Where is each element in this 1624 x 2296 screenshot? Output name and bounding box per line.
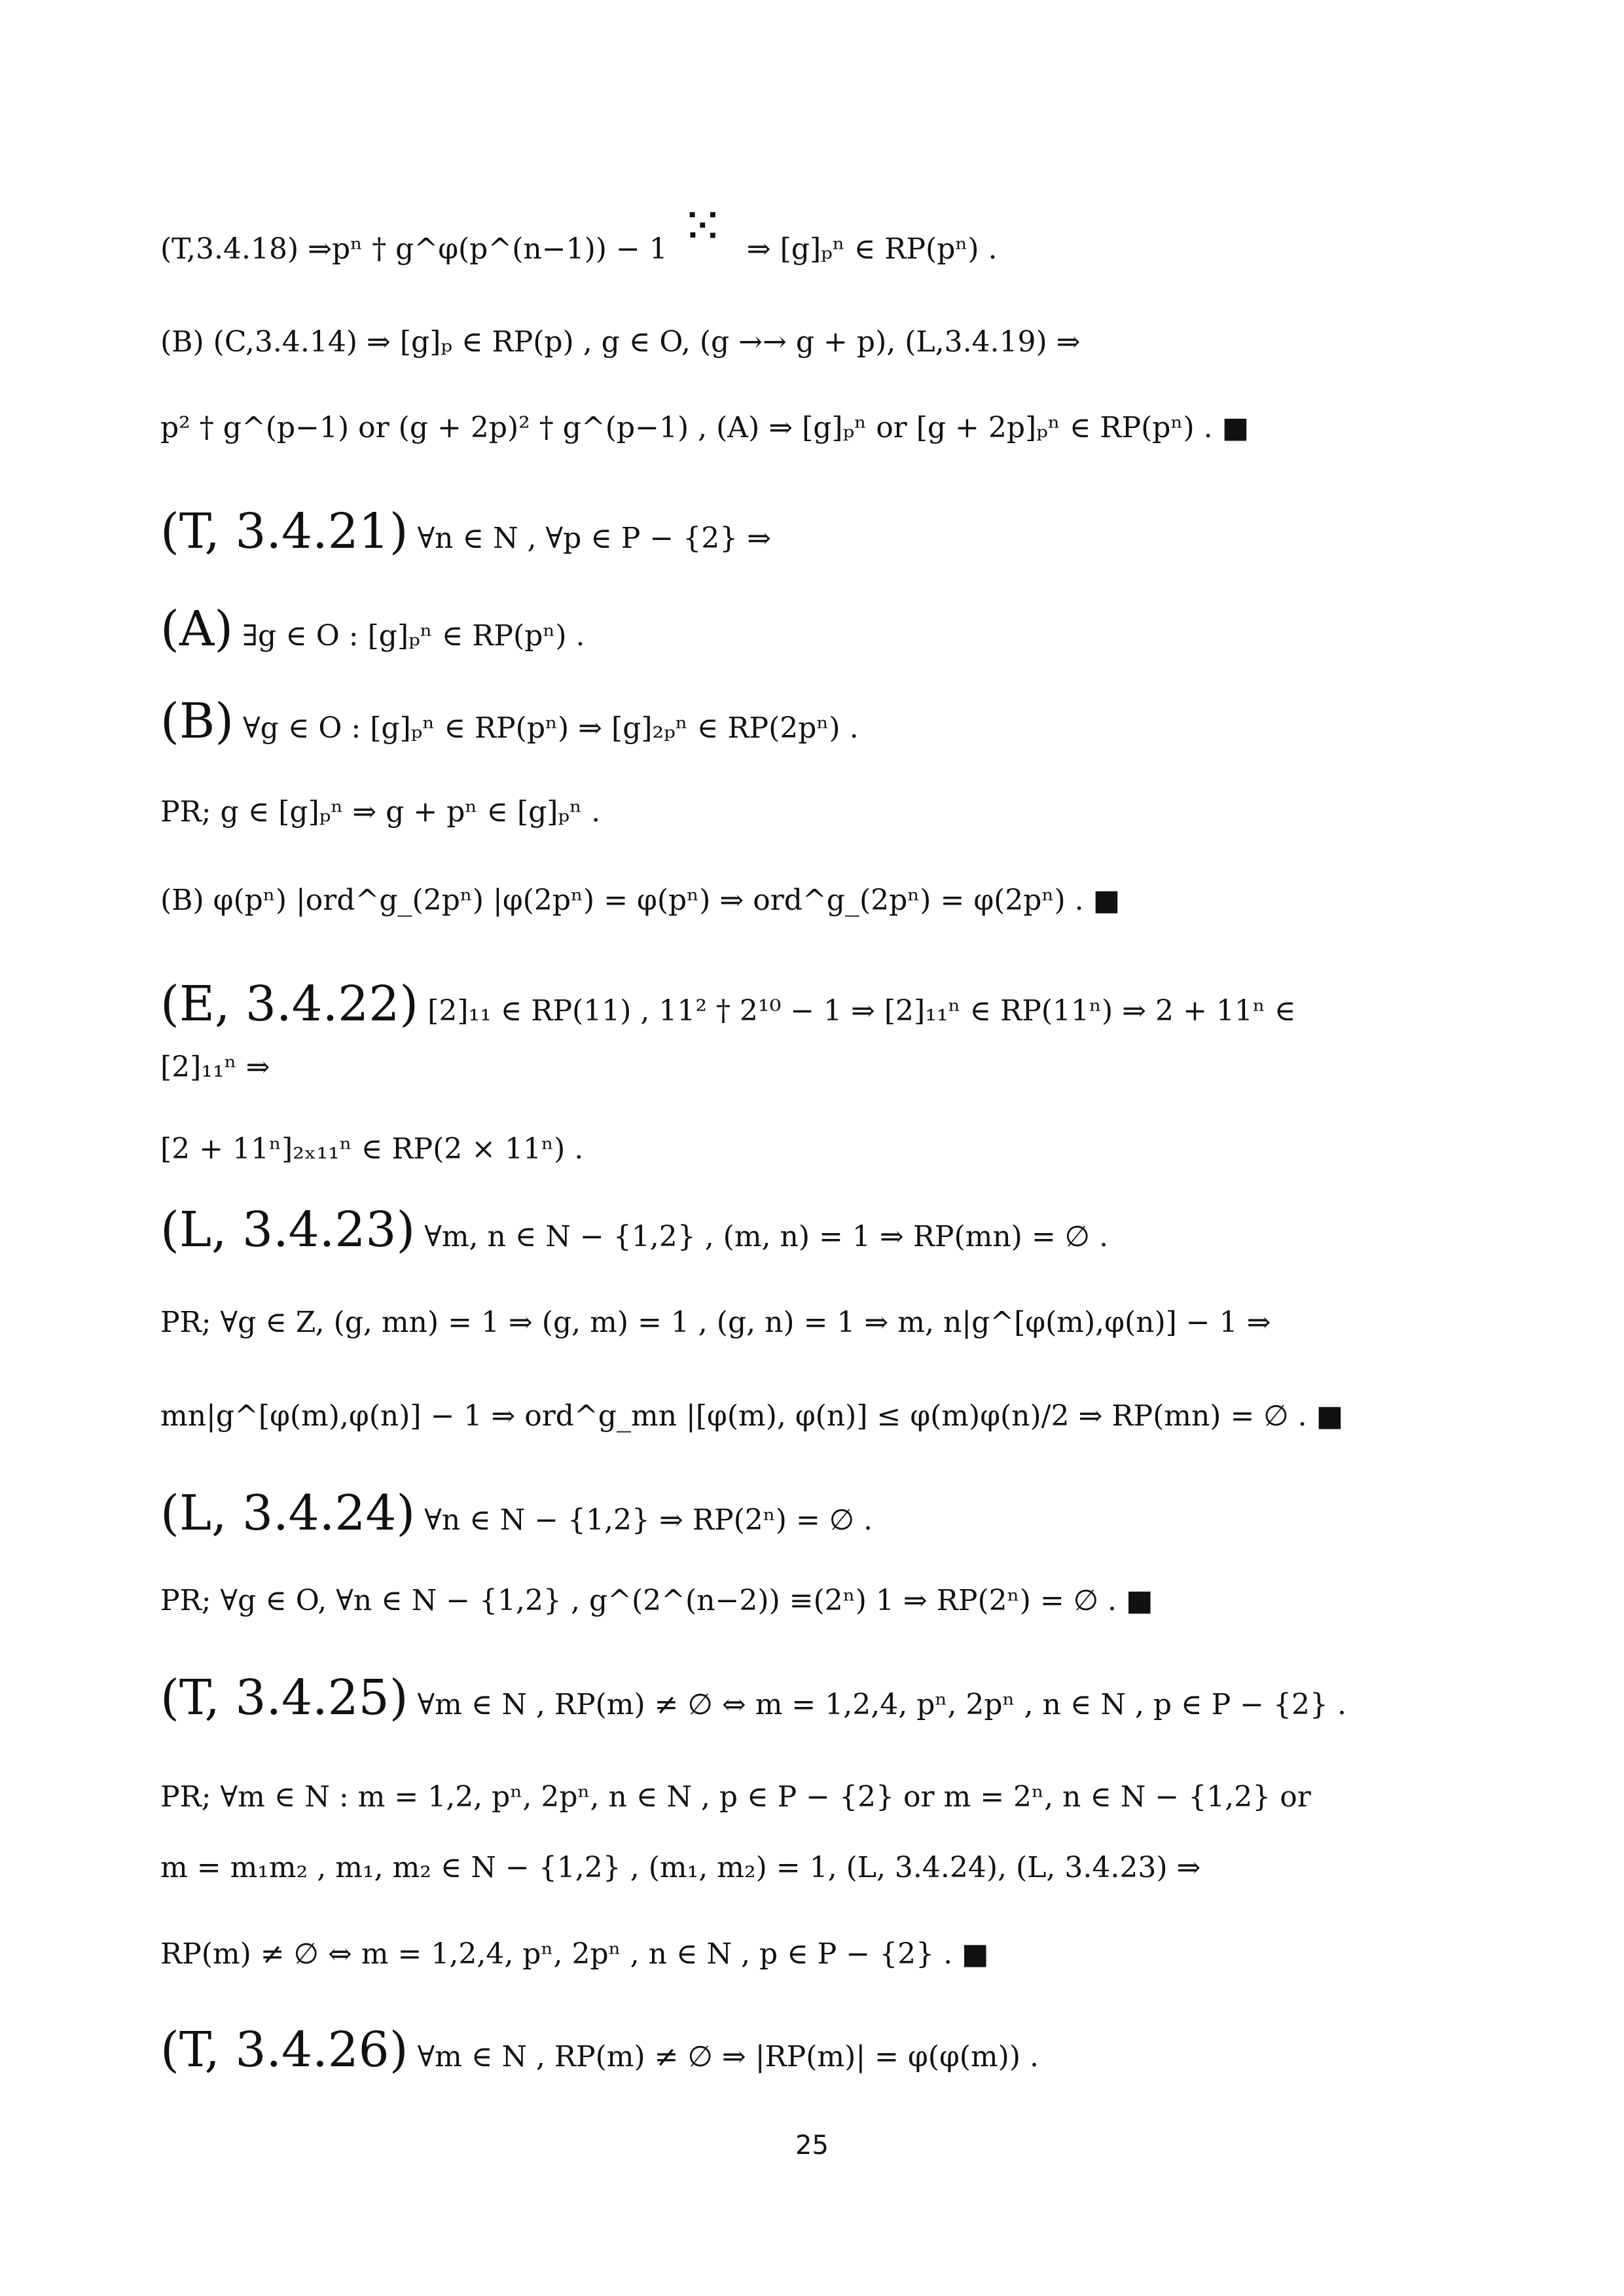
- theorem-3-4-25: [160, 1669, 1346, 1727]
- lemma-3-4-24: [160, 1484, 873, 1543]
- proof-line: RP(m) ≠ ∅ ⇔ m = 1,2,4, pⁿ, 2pⁿ , n ∈ N , p ∈ P − {2} . ■: [160, 1937, 989, 1971]
- proof-line: PR; ∀g ∈ Z, (g, mn) = 1 ⇒ (g, m) = 1 , (g, n) = 1 ⇒ m, n|g^[φ(m),φ(n)] − 1 ⇒: [160, 1306, 1271, 1339]
- theorem-label: (T, 3.4.25): [160, 1670, 408, 1726]
- example-3-4-22: [160, 975, 1295, 1033]
- part-label: (B): [160, 693, 234, 749]
- line-2: (B) (C,3.4.14) ⇒ [g]ₚ ∈ RP(p) , g ∈ O, (g →→ g + p), (L,3.4.19) ⇒: [160, 325, 1081, 359]
- example-label: (E, 3.4.22): [160, 976, 419, 1032]
- proof-line: mn|g^[φ(m),φ(n)] − 1 ⇒ ord^g_mn |[φ(m), φ(n)] ≤ φ(m)φ(n)/2 ⇒ RP(mn) = ∅ . ■: [160, 1399, 1344, 1433]
- line-1: [160, 196, 998, 272]
- proof-line: PR; ∀g ∈ O, ∀n ∈ N − {1,2} , g^(2^(n−2)) ≡(2ⁿ) 1 ⇒ RP(2ⁿ) = ∅ . ■: [160, 1584, 1153, 1617]
- lemma-statement: ∀m, n ∈ N − {1,2} , (m, n) = 1 ⇒ RP(mn) = ∅ .: [415, 1220, 1108, 1253]
- part-b: [160, 692, 859, 751]
- line-3: p² † g^(p−1) or (g + 2p)² † g^(p−1) , (A) ⇒ [g]ₚⁿ or [g + 2p]ₚⁿ ∈ RP(pⁿ) . ■: [160, 411, 1250, 444]
- example-continued: [2]₁₁ⁿ ⇒: [160, 1050, 270, 1084]
- page-number: 25: [795, 2130, 829, 2161]
- decorative-symbol: ⁙: [680, 196, 725, 257]
- part-label: (A): [160, 601, 234, 657]
- line-1-text: (T,3.4.18) ⇒pⁿ † g^φ(p^(n−1)) − 1: [160, 232, 668, 266]
- proof-line: PR; g ∈ [g]ₚⁿ ⇒ g + pⁿ ∈ [g]ₚⁿ .: [160, 795, 601, 829]
- proof-line: m = m₁m₂ , m₁, m₂ ∈ N − {1,2} , (m₁, m₂) = 1, (L, 3.4.24), (L, 3.4.23) ⇒: [160, 1851, 1201, 1884]
- part-a: [160, 600, 585, 658]
- lemma-statement: ∀n ∈ N − {1,2} ⇒ RP(2ⁿ) = ∅ .: [415, 1503, 873, 1537]
- theorem-label: (T, 3.4.21): [160, 503, 408, 560]
- line-1-tail: ⇒ [g]ₚⁿ ∈ RP(pⁿ) .: [737, 232, 998, 266]
- theorem-3-4-21: [160, 503, 771, 561]
- theorem-statement: ∀n ∈ N , ∀p ∈ P − {2} ⇒: [408, 522, 772, 555]
- lemma-label: (L, 3.4.23): [160, 1202, 416, 1258]
- lemma-3-4-23: [160, 1201, 1108, 1259]
- theorem-label: (T, 3.4.26): [160, 2022, 408, 2078]
- example-statement: [2]₁₁ ∈ RP(11) , 11² † 2¹⁰ − 1 ⇒ [2]₁₁ⁿ ∈ RP(11ⁿ) ⇒ 2 + 11ⁿ ∈: [418, 994, 1296, 1028]
- proof-line: (B) φ(pⁿ) |ord^g_(2pⁿ) |φ(2pⁿ) = φ(pⁿ) ⇒ ord^g_(2pⁿ) = φ(2pⁿ) . ■: [160, 884, 1121, 917]
- theorem-statement: ∀m ∈ N , RP(m) ≠ ∅ ⇔ m = 1,2,4, pⁿ, 2pⁿ , n ∈ N , p ∈ P − {2} .: [408, 1688, 1346, 1721]
- theorem-3-4-26: [160, 2021, 1039, 2079]
- theorem-statement: ∀m ∈ N , RP(m) ≠ ∅ ⇒ |RP(m)| = φ(φ(m)) .: [408, 2040, 1039, 2073]
- part-statement: ∃g ∈ O : [g]ₚⁿ ∈ RP(pⁿ) .: [233, 619, 585, 653]
- proof-line: PR; ∀m ∈ N : m = 1,2, pⁿ, 2pⁿ, n ∈ N , p ∈ P − {2} or m = 2ⁿ, n ∈ N − {1,2} or: [160, 1780, 1311, 1814]
- part-statement: ∀g ∈ O : [g]ₚⁿ ∈ RP(pⁿ) ⇒ [g]₂ₚⁿ ∈ RP(2pⁿ) .: [234, 711, 859, 745]
- example-result: [2 + 11ⁿ]₂ₓ₁₁ⁿ ∈ RP(2 × 11ⁿ) .: [160, 1132, 584, 1166]
- lemma-label: (L, 3.4.24): [160, 1485, 416, 1541]
